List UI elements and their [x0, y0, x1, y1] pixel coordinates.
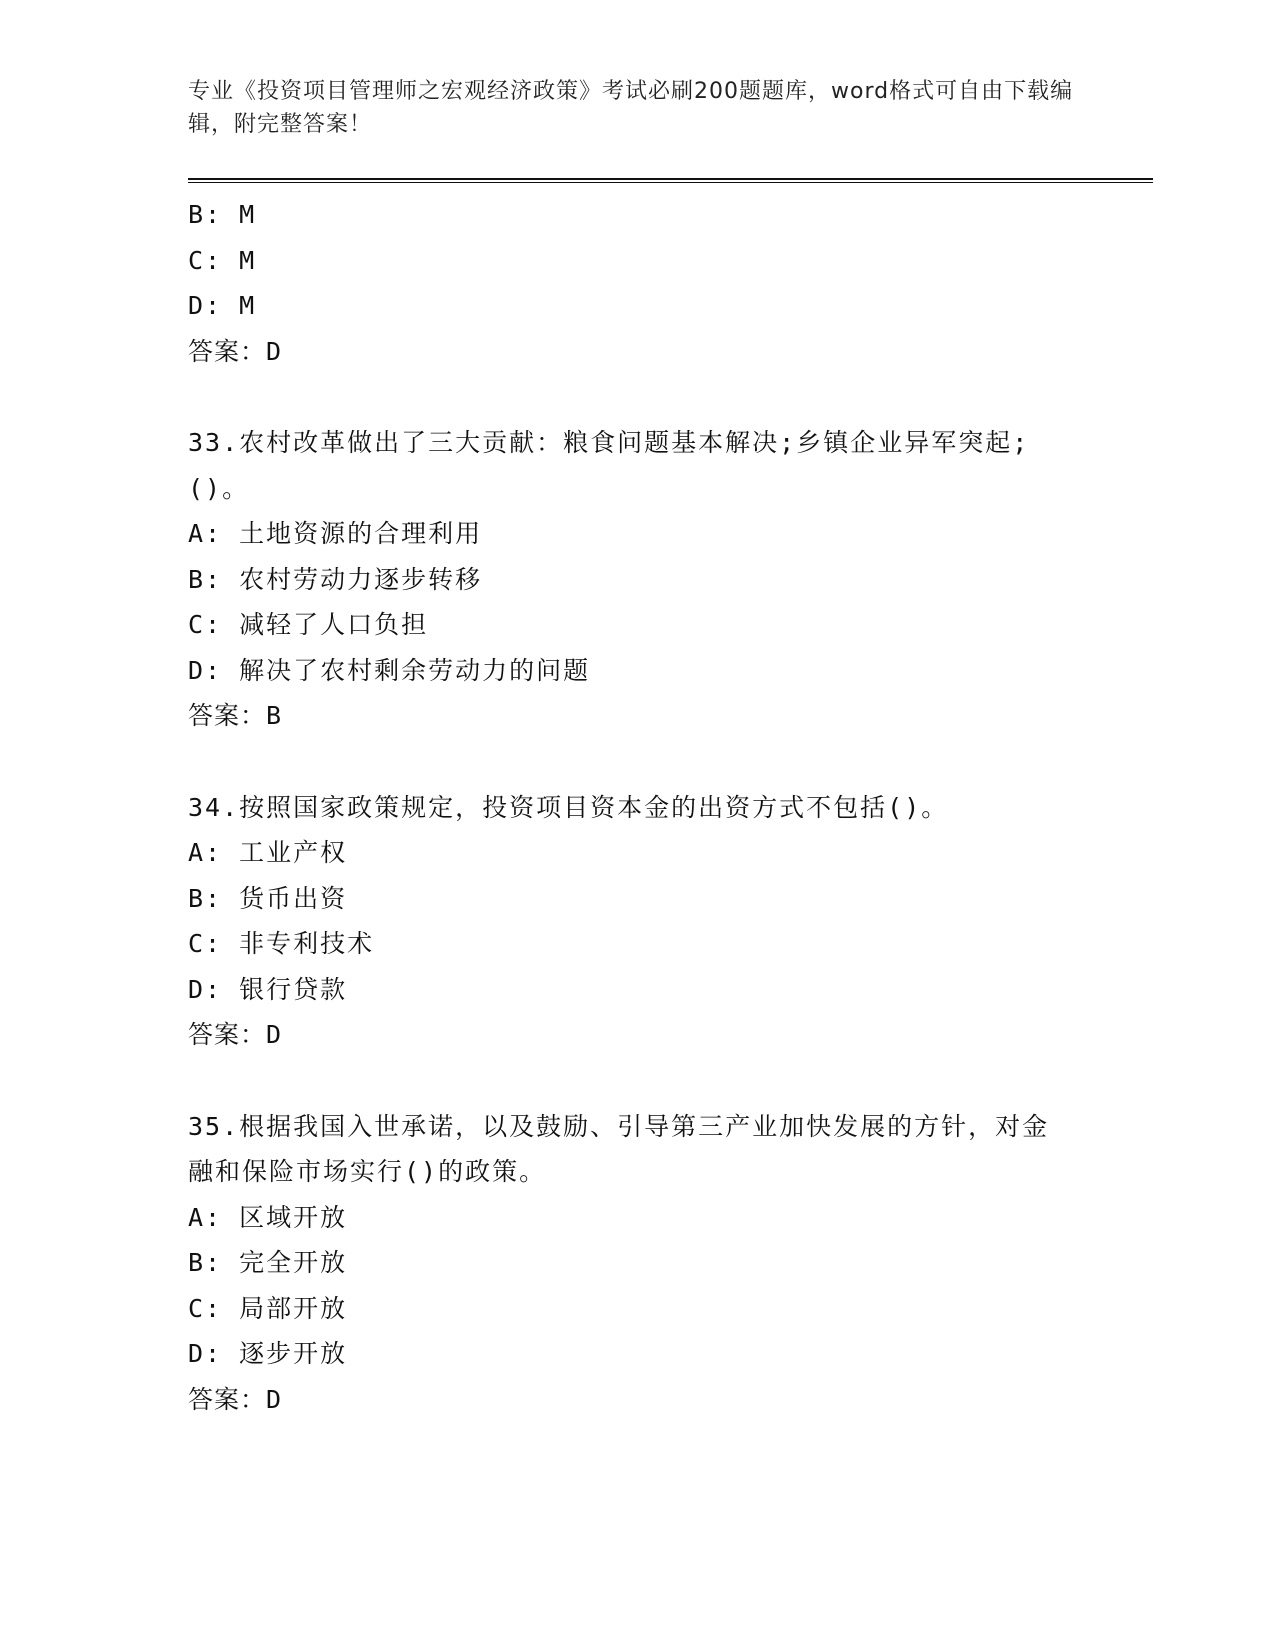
question-list — [188, 192, 1088, 1422]
option-b: B: 货币出资 — [188, 883, 348, 913]
question-35 — [188, 1104, 1088, 1423]
answer-line — [188, 329, 1088, 375]
header-divider — [188, 178, 1153, 180]
answer-value: D — [266, 336, 284, 366]
answer-line — [188, 1012, 1088, 1058]
answer-line — [188, 693, 1088, 739]
answer-label: 答案： — [188, 336, 267, 366]
question-33 — [188, 420, 1088, 739]
option-a: A: 区域开放 — [188, 1202, 348, 1232]
option-a: A: 工业产权 — [188, 838, 348, 867]
option-b: B: 完全开放 — [188, 1248, 348, 1277]
option-d: D: 解决了农村剩余劳动力的问题 — [188, 655, 591, 685]
answer-value: B — [266, 701, 284, 730]
option-d: D: 逐步开放 — [188, 1339, 348, 1368]
option-c: C: M — [188, 245, 257, 275]
option-a: A: 土地资源的合理利用 — [188, 519, 483, 548]
question-34 — [188, 785, 1088, 1058]
option-d: D: 银行贷款 — [188, 974, 348, 1004]
answer-line — [188, 1377, 1088, 1423]
option-c: C: 非专利技术 — [188, 929, 375, 958]
previous-question-tail — [188, 192, 1088, 374]
option-b: B: 农村劳动力逐步转移 — [188, 564, 483, 594]
answer-value: D — [266, 1384, 284, 1414]
document-title: 专业《投资项目管理师之宏观经济政策》考试必刷200题题库，word格式可自由下载编辑，附完整答案！ — [188, 79, 1074, 137]
option-c: C: 局部开放 — [188, 1293, 348, 1323]
answer-label: 答案： — [188, 1020, 267, 1049]
option-b: B: M — [188, 200, 257, 229]
answer-label: 答案： — [188, 701, 267, 730]
option-c: C: 减轻了人口负担 — [188, 610, 429, 639]
header-divider-thin — [188, 182, 1153, 183]
question-stem: 33.农村改革做出了三大贡献：粮食问题基本解决;乡镇企业异军突起;()。 — [188, 428, 1030, 503]
option-d: D: M — [188, 291, 257, 320]
answer-value: D — [266, 1020, 284, 1049]
answer-label: 答案： — [188, 1384, 267, 1414]
question-stem: 34.按照国家政策规定，投资项目资本金的出资方式不包括()。 — [188, 792, 949, 822]
question-stem: 35.根据我国入世承诺，以及鼓励、引导第三产业加快发展的方针，对金融和保险市场实行()的政策。 — [188, 1111, 1050, 1186]
